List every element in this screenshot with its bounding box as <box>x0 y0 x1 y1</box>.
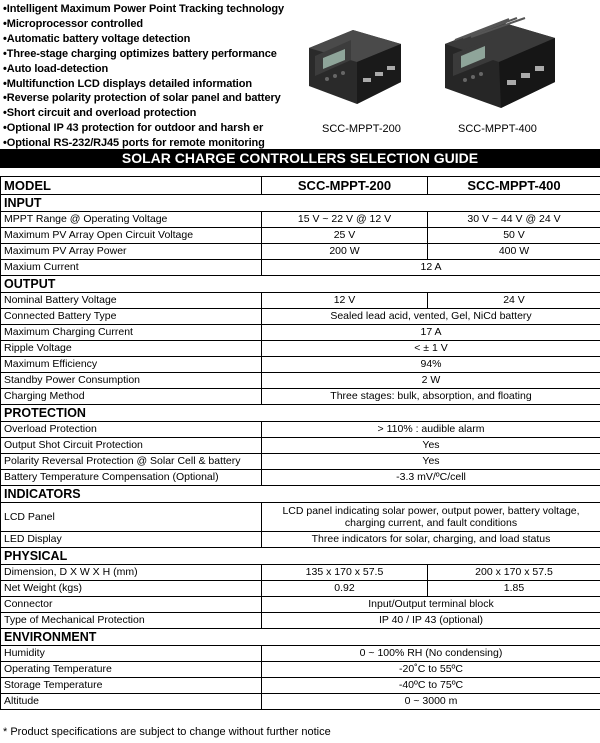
row-label: Connector <box>1 597 262 613</box>
table-row <box>1 389 600 405</box>
product-caption: SCC-MPPT-200 <box>322 123 401 135</box>
section-row <box>1 548 600 565</box>
row-label: Storage Temperature <box>1 678 262 694</box>
cell-value: 0.92 <box>262 581 428 597</box>
table-row <box>1 357 600 373</box>
cell-value: 135 x 170 x 57.5 <box>262 565 428 581</box>
section-row <box>1 405 600 422</box>
table-row <box>1 503 600 532</box>
cell-value: -3.3 mV/ºC/cell <box>262 470 600 486</box>
cell-value: LCD panel indicating solar power, output power, battery voltage, charging current, and fault conditions <box>262 503 600 532</box>
cell-value: Three stages: bulk, absorption, and floating <box>262 389 600 405</box>
table-row <box>1 438 600 454</box>
table-row <box>1 581 600 597</box>
section-heading: OUTPUT <box>1 276 600 293</box>
table-header-row <box>1 177 600 195</box>
cell-value: Yes <box>262 438 600 454</box>
row-label: Maximum PV Array Power <box>1 244 262 260</box>
section-row <box>1 629 600 646</box>
section-row <box>1 195 600 212</box>
cell-value: 30 V ~ 44 V @ 24 V <box>428 212 600 228</box>
table-row <box>1 373 600 389</box>
row-label: Ripple Voltage <box>1 341 262 357</box>
row-label: Connected Battery Type <box>1 309 262 325</box>
section-heading: ENVIRONMENT <box>1 629 600 646</box>
table-row <box>1 325 600 341</box>
cell-value: 94% <box>262 357 600 373</box>
table-row <box>1 694 600 710</box>
row-label: Type of Mechanical Protection <box>1 613 262 629</box>
cell-value: < ± 1 V <box>262 341 600 357</box>
feature-item: •Automatic battery voltage detection <box>3 32 191 45</box>
cell-value: 12 V <box>262 293 428 309</box>
header-cell: MODEL <box>1 177 262 195</box>
feature-item: •Multifunction LCD displays detailed information <box>3 77 253 90</box>
table-row <box>1 260 600 276</box>
table-row <box>1 341 600 357</box>
cell-value: 25 V <box>262 228 428 244</box>
row-label: Dimension, D X W X H (mm) <box>1 565 262 581</box>
table-row <box>1 678 600 694</box>
row-label: Battery Temperature Compensation (Optional) <box>1 470 262 486</box>
row-label: Overload Protection <box>1 422 262 438</box>
cell-value: 1.85 <box>428 581 600 597</box>
cell-value: 17 A <box>262 325 600 341</box>
cell-value: 200 W <box>262 244 428 260</box>
section-heading: INPUT <box>1 195 600 212</box>
feature-item: •Optional RS-232/RJ45 ports for remote monitoring <box>3 137 265 150</box>
header-cell: SCC-MPPT-400 <box>428 177 600 195</box>
footnote: * Product specifications are subject to change without further notice <box>3 726 331 738</box>
section-heading: INDICATORS <box>1 486 600 503</box>
table-row <box>1 293 600 309</box>
cell-value: -40ºC to 75ºC <box>262 678 600 694</box>
cell-value: 0 ~ 3000 m <box>262 694 600 710</box>
row-label: Operating Temperature <box>1 662 262 678</box>
cell-value: 200 x 170 x 57.5 <box>428 565 600 581</box>
feature-item: •Three-stage charging optimizes battery performance <box>3 47 277 60</box>
row-label: Maximum Charging Current <box>1 325 262 341</box>
row-label: Net Weight (kgs) <box>1 581 262 597</box>
cell-value: > 110% : audible alarm <box>262 422 600 438</box>
page-title: SOLAR CHARGE CONTROLLERS SELECTION GUIDE <box>0 149 600 168</box>
table-row <box>1 470 600 486</box>
table-row <box>1 212 600 228</box>
row-label: LED Display <box>1 532 262 548</box>
cell-value: 400 W <box>428 244 600 260</box>
table-row <box>1 244 600 260</box>
row-label: Maximum PV Array Open Circuit Voltage <box>1 228 262 244</box>
cell-value: Three indicators for solar, charging, and load status <box>262 532 600 548</box>
table-row <box>1 646 600 662</box>
cell-value: 2 W <box>262 373 600 389</box>
cell-value: IP 40 / IP 43 (optional) <box>262 613 600 629</box>
table-row <box>1 454 600 470</box>
row-label: Altitude <box>1 694 262 710</box>
row-label: Maxium Current <box>1 260 262 276</box>
cell-value: 12 A <box>262 260 600 276</box>
row-label: Humidity <box>1 646 262 662</box>
table-row <box>1 597 600 613</box>
table-row <box>1 565 600 581</box>
cell-value: -20˚C to 55ºC <box>262 662 600 678</box>
row-label: Output Shot Circuit Protection <box>1 438 262 454</box>
section-row <box>1 486 600 503</box>
section-row <box>1 276 600 293</box>
product-caption: SCC-MPPT-400 <box>458 123 537 135</box>
row-label: Charging Method <box>1 389 262 405</box>
table-row <box>1 309 600 325</box>
table-row <box>1 532 600 548</box>
feature-list <box>3 2 303 151</box>
table-row <box>1 422 600 438</box>
cell-value: 0 ~ 100% RH (No condensing) <box>262 646 600 662</box>
row-label: LCD Panel <box>1 503 262 532</box>
row-label: Nominal Battery Voltage <box>1 293 262 309</box>
table-row <box>1 228 600 244</box>
section-heading: PHYSICAL <box>1 548 600 565</box>
row-label: Maximum Efficiency <box>1 357 262 373</box>
product-photos <box>305 0 600 150</box>
feature-item: •Auto load-detection <box>3 62 109 75</box>
cell-value: Sealed lead acid, vented, Gel, NiCd battery <box>262 309 600 325</box>
cell-value: Yes <box>262 454 600 470</box>
feature-item: •Short circuit and overload protection <box>3 107 197 120</box>
spec-table <box>0 176 600 710</box>
feature-item: •Reverse polarity protection of solar panel and battery <box>3 92 281 105</box>
cell-value: 50 V <box>428 228 600 244</box>
table-row <box>1 662 600 678</box>
scc-mppt-200-image <box>309 30 401 104</box>
header-cell: SCC-MPPT-200 <box>262 177 428 195</box>
feature-item: •Intelligent Maximum Power Point Tracking technology <box>3 3 285 15</box>
feature-item: •Microprocessor controlled <box>3 17 144 30</box>
cell-value: 15 V ~ 22 V @ 12 V <box>262 212 428 228</box>
scc-mppt-400-image <box>445 18 555 108</box>
row-label: Polarity Reversal Protection @ Solar Cell & battery <box>1 454 262 470</box>
cell-value: 24 V <box>428 293 600 309</box>
feature-item: •Optional IP 43 protection for outdoor and harsh er <box>3 122 264 135</box>
row-label: MPPT Range @ Operating Voltage <box>1 212 262 228</box>
cell-value: Input/Output terminal block <box>262 597 600 613</box>
controller-illustration <box>305 0 600 122</box>
table-row <box>1 613 600 629</box>
section-heading: PROTECTION <box>1 405 600 422</box>
row-label: Standby Power Consumption <box>1 373 262 389</box>
